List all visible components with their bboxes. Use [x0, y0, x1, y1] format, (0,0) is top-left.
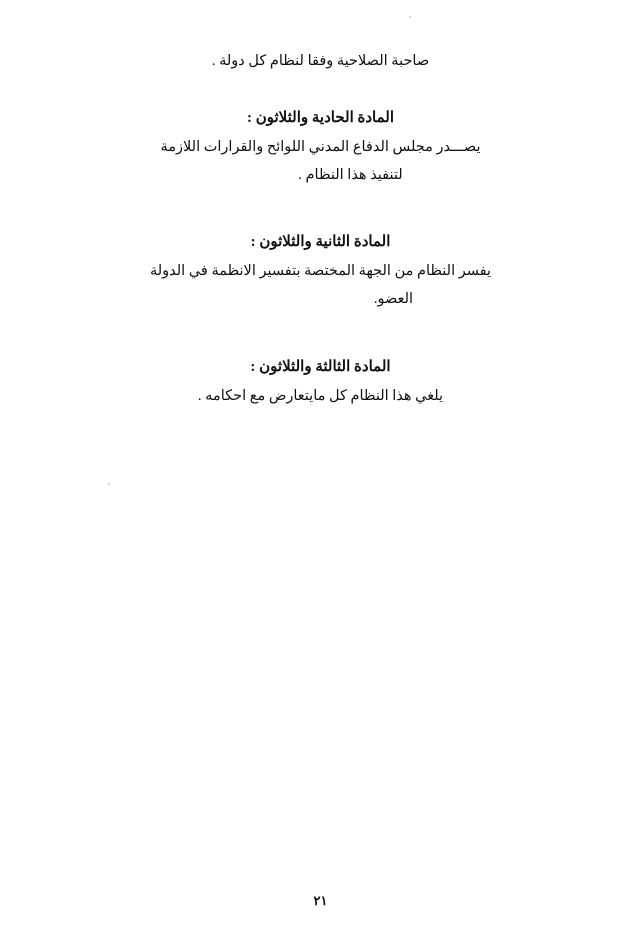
document-body	[72, 0, 569, 410]
article-block-32	[72, 232, 569, 314]
article-heading-33: المادة الثالثة والثلاثون :	[250, 359, 391, 376]
scan-speck-icon	[108, 483, 110, 485]
scan-speck-icon	[409, 16, 411, 18]
article-heading-31: المادة الحادية والثلاثون :	[246, 110, 395, 127]
article-line-31-2: لتنفيذ هذا النظام .	[298, 167, 403, 184]
article-line-33-1: يلغي هذا النظام كل مايتعارض مع احكامه .	[197, 388, 444, 405]
lead-line: صاحبة الصلاحية وفقا لنظام كل دولة .	[211, 53, 430, 69]
article-line-31-1: يصـــدر مجلس الدفاع المدني اللوائح والقرارات اللازمة	[160, 139, 481, 156]
article-block-33	[72, 357, 569, 410]
article-heading-32: المادة الثانية والثلاثون :	[250, 233, 391, 250]
article-line-32-2: العضو.	[373, 290, 414, 307]
article-line-32-1: يفسر النظام من الجهة المختصة بتفسير الانظمة في الدولة	[149, 262, 492, 279]
page-number: ٢١	[313, 893, 328, 908]
article-block-31	[72, 108, 569, 190]
